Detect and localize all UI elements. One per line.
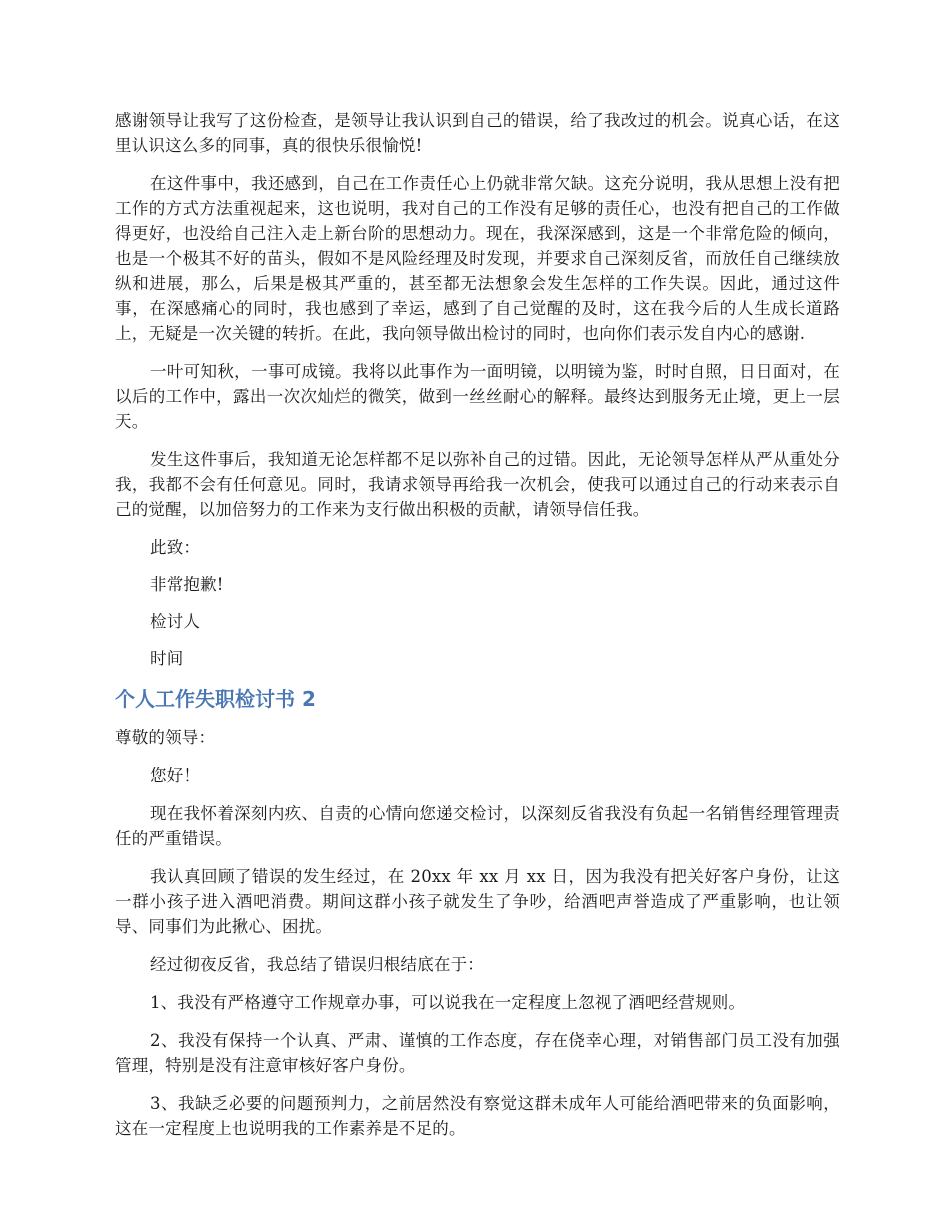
paragraph-reflection: 在这件事中，我还感到，自己在工作责任心上仍就非常欠缺。这充分说明，我从思想上没有把工作的方式方法重视起来，这也说明，我对自己的工作没有足够的责任心，也没有把自己的工作做得更好，也没给自己注入走上新台阶的思想动力。现在，我深深感到，这是一个非常危险的倾向，也是一个极其不好的苗头，假如不是风险经理及时发现，并要求自己深刻反省，而放任自己继续放纵和进展，那么，后果是极其严重的，甚至都无法想象会发生怎样的工作失误。因此，通过这件事，在深感痛心的同时，我也感到了幸运，感到了自己觉醒的及时，这在我今后的人生成长道路上，无疑是一次关键的转折。在此，我向领导做出检讨的同时，也向你们表示发自内心的感谢.: [115, 174, 840, 343]
closing-signer: 检讨人: [150, 612, 201, 631]
list-item-3: 3、我缺乏必要的问题预判力，之前居然没有察觉这群未成年人可能给酒吧带来的负面影响，这在一定程度上也说明我的工作素养是不足的。: [115, 1094, 840, 1138]
section-heading: 个人工作失职检讨书 2: [115, 687, 316, 711]
greeting: 您好！: [150, 766, 201, 785]
closing-apology: 非常抱歉!: [150, 575, 224, 594]
closing-regards: 此致：: [150, 538, 201, 557]
paragraph-request: 发生这件事后，我知道无论怎样都不足以弥补自己的过错。因此，无论领导怎样从严从重处分我，我都不会有任何意见。同时，我请求领导再给我一次机会，使我可以通过自己的行动来表示自己的觉醒，以加倍努力的工作来为支行做出积极的贡献，请领导信任我。: [115, 450, 840, 519]
list-item-1: 1、我没有严格遵守工作规章办事，可以说我在一定程度上忽视了酒吧经营规则。: [150, 993, 746, 1012]
list-item-2: 2、我没有保持一个认真、严肃、谨慎的工作态度，存在侥幸心理，对销售部门员工没有加强管理，特别是没有注意审核好客户身份。: [115, 1031, 840, 1075]
paragraph-summary: 经过彻夜反省，我总结了错误归根结底在于：: [150, 955, 484, 974]
paragraph-intro: 现在我怀着深刻内疚、自责的心情向您递交检讨，以深刻反省我没有负起一名销售经理管理责任的严重错误。: [115, 804, 840, 848]
paragraph-mirror: 一叶可知秋，一事可成镜。我将以此事作为一面明镜，以明镜为鉴，时时自照，日日面对，在以后的工作中，露出一次次灿烂的微笑，做到一丝丝耐心的解释。最终达到服务无止境，更上一层天。: [115, 362, 840, 431]
paragraph-thanks: 感谢领导让我写了这份检查，是领导让我认识到自己的错误，给了我改过的机会。说真心话，在这里认识这么多的同事，真的很快乐很愉悦!: [115, 111, 840, 155]
document-page: [115, 108, 840, 1154]
salutation: 尊敬的领导：: [115, 728, 216, 747]
closing-date: 时间: [150, 649, 184, 668]
paragraph-incident: 我认真回顾了错误的发生经过，在 20xx 年 xx 月 xx 日，因为我没有把关好客户身份，让这一群小孩子进入酒吧消费。期间这群小孩子就发生了争吵，给酒吧声誉造成了严重影响，也让领导、同事们为此揪心、困扰。: [115, 867, 840, 936]
